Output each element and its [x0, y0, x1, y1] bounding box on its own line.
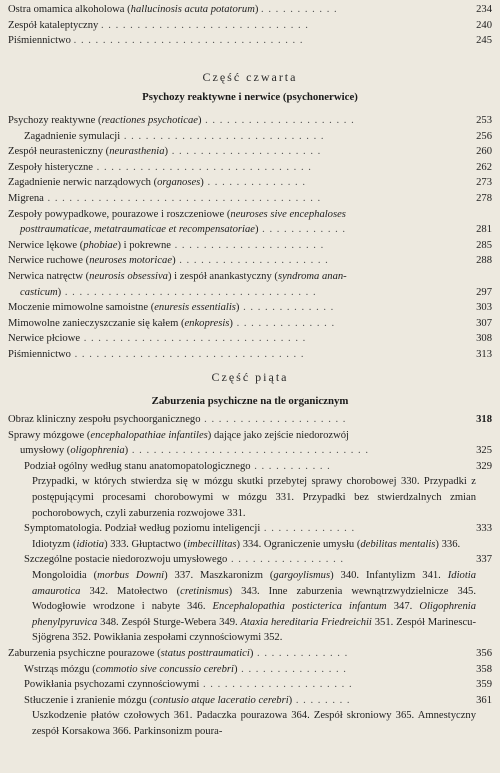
page-number: 325 [476, 445, 492, 457]
page-number: 356 [476, 647, 492, 659]
toc-entry: Nerwice ruchowe (neuroses motoricae) . . . . . . . . . . . . . . . . . . . . . 288 [0, 253, 500, 269]
toc-entry: Nerwice płciowe . . . . . . . . . . . . . . . . . . . . . . . . . . . . . . . 308 [0, 331, 500, 347]
toc-entry: Nerwica natręctw (neurosis obsessiva) i zespół anankastyczny (syndroma anan- casticum) . . . . . . . . . . . . . . . . . . . . . . . . . . . . . . . . . . . 297 [0, 269, 500, 300]
part-four-entries [0, 113, 500, 363]
toc-entry: Psychozy reaktywne (reactiones psychoticae) . . . . . . . . . . . . . . . . . . . . . 253 [0, 113, 500, 129]
part-five-entries [0, 412, 500, 739]
part-four [0, 70, 500, 103]
part-title: Psychozy reaktywne i nerwice (psychonerwice) [142, 91, 358, 103]
toc-entry-description: Mongoloidia (morbus Downi) 337. Maszkaronizm (gargoylismus) 340. Infantylizm 341. Idiotia amaurotica 342. Matołectwo (cretinismus) 343. Inne zaburzenia wewnątrzwydzielnicze 345. Wodogłowie wrodzone i nabyte 346. Encephalopathia posticterica infantum 347. Oligophrenia phenylpyruvica 348. Zespół Sturge-Webera 349. Ataxia hereditaria Friedreichii 351. Zespół Marinescu-Sjögrena 352. Powikłania zespołami czynnościowymi 352. [32, 569, 477, 644]
toc-entry: Piśmiennictwo . . . . . . . . . . . . . . . . . . . . . . . . . . . . . . . . 313 [0, 347, 500, 363]
part-title: Zaburzenia psychiczne na tle organicznym [151, 395, 349, 407]
page-number: 240 [476, 19, 492, 31]
toc-top-entries [0, 2, 500, 49]
page-number: 245 [476, 35, 492, 47]
page-number: 297 [476, 286, 492, 298]
page-number: 253 [476, 115, 492, 126]
toc-entry: Migrena . . . . . . . . . . . . . . . . . . . . . . . . . . . . . . . . . . . . . . 278 [0, 191, 500, 207]
toc-entry: Mimowolne zanieczyszczanie się kałem (enkopresis) . . . . . . . . . . . . . . 307 [0, 316, 500, 332]
page-number: 308 [476, 333, 492, 345]
page-number: 234 [476, 4, 492, 15]
part-heading: Część czwarta [202, 70, 298, 84]
toc-entry: Ostra omamica alkoholowa (hallucinosis acuta potatorum) . . . . . . . . . . . 234 [0, 2, 500, 18]
page-number: 359 [476, 679, 492, 691]
page-number: 329 [476, 460, 492, 472]
page-number: 303 [476, 302, 492, 314]
page-number: 333 [476, 523, 492, 535]
part-five [0, 370, 500, 407]
toc-entry: Zespół kataleptyczny . . . . . . . . . . . . . . . . . . . . . . . . . . . . . 240 [0, 18, 500, 34]
toc-entry: Wstrząs mózgu (commotio sive concussio cerebri) . . . . . . . . . . . . . . . 358 [0, 662, 500, 678]
toc-entry: Obraz kliniczny zespołu psychoorganicznego . . . . . . . . . . . . . . . . . . . . 318 [0, 412, 500, 428]
page-number: 361 [476, 694, 492, 706]
page-number: 256 [476, 130, 492, 142]
toc-entry: Symptomatologia. Podział według poziomu inteligencji . . . . . . . . . . . . . 333 [0, 521, 500, 537]
toc-entry: Podział ogólny według stanu anatomopatologicznego . . . . . . . . . . . 329 [0, 459, 500, 475]
page-number: 262 [476, 161, 492, 173]
toc-entry-description: Uszkodzenie płatów czołowych 361. Padaczka pourazowa 364. Zespół skroniowy 365. Amnestyczny zespół Korsakowa 366. Parkinsonizm poura- [32, 710, 476, 737]
toc-entry: Piśmiennictwo . . . . . . . . . . . . . . . . . . . . . . . . . . . . . . . . 245 [0, 33, 500, 49]
page-number: 318 [476, 414, 492, 425]
toc-entry: Nerwice lękowe (phobiae) i pokrewne . . . . . . . . . . . . . . . . . . . . . 285 [0, 238, 500, 254]
toc-entry-description: Idiotyzm (idiotia) 333. Głuptactwo (imbecillitas) 334. Ograniczenie umysłu (debilitas mentalis) 336. [32, 538, 461, 550]
page-number: 313 [476, 348, 492, 360]
toc-entry: Zagadnienie nerwic narządowych (organoses) . . . . . . . . . . . . . . 273 [0, 175, 500, 191]
toc-entry: Zespoły histeryczne . . . . . . . . . . . . . . . . . . . . . . . . . . . . . . 262 [0, 160, 500, 176]
toc-entry: Zespół neurasteniczny (neurasthenia) . . . . . . . . . . . . . . . . . . . . . 260 [0, 144, 500, 160]
toc-entry: Zaburzenia psychiczne pourazowe (status posttraumatici) . . . . . . . . . . . . . 356 [0, 646, 500, 662]
page-number: 285 [476, 239, 492, 251]
page-number: 288 [476, 255, 492, 267]
toc-entry: Szczególne postacie niedorozwoju umysłowego . . . . . . . . . . . . . . . . 337 [0, 552, 500, 568]
page-number: 273 [476, 177, 492, 189]
page-number: 278 [476, 192, 492, 204]
page-number: 281 [476, 224, 492, 236]
toc-entry: Zespoły powypadkowe, pourazowe i roszczeniowe (neuroses sive encephaloses posttraumaticae, metatraumaticae et recompensatoriae) . . . . . . . . . . . . 281 [0, 207, 500, 238]
page-number: 307 [476, 317, 492, 329]
toc-entry: Zagadnienie symulacji . . . . . . . . . . . . . . . . . . . . . . . . . . . . 256 [0, 129, 500, 145]
toc-entry: Sprawy mózgowe (encephalopathiae infantiles) dające jako zejście niedorozwój umysłowy (oligophrenia) . . . . . . . . . . . . . . . . . . . . . . . . . . . . . . . . . 325 [0, 428, 500, 459]
toc-entry: Stłuczenie i zranienie mózgu (contusio atque laceratio cerebri) . . . . . . . . 361 [0, 693, 500, 709]
page-number: 260 [476, 146, 492, 158]
toc-entry-description: Przypadki, w których stwierdza się w mózgu skutki przebytej sprawy chorobowej 330. Przypadki z postępującymi procesami chorobowymi w mózgu 331. Przypadki bez stwierdzalnych zmian pochorobowych, czyli zaburzenia rozwojowe 331. [32, 476, 476, 519]
part-heading: Część piąta [211, 370, 289, 384]
page-number: 358 [476, 663, 492, 675]
toc-entry: Powikłania psychozami czynnościowymi . . . . . . . . . . . . . . . . . . . . . 359 [0, 677, 500, 693]
page-number: 337 [476, 554, 492, 566]
toc-entry: Moczenie mimowolne samoistne (enuresis essentialis) . . . . . . . . . . . . . 303 [0, 300, 500, 316]
